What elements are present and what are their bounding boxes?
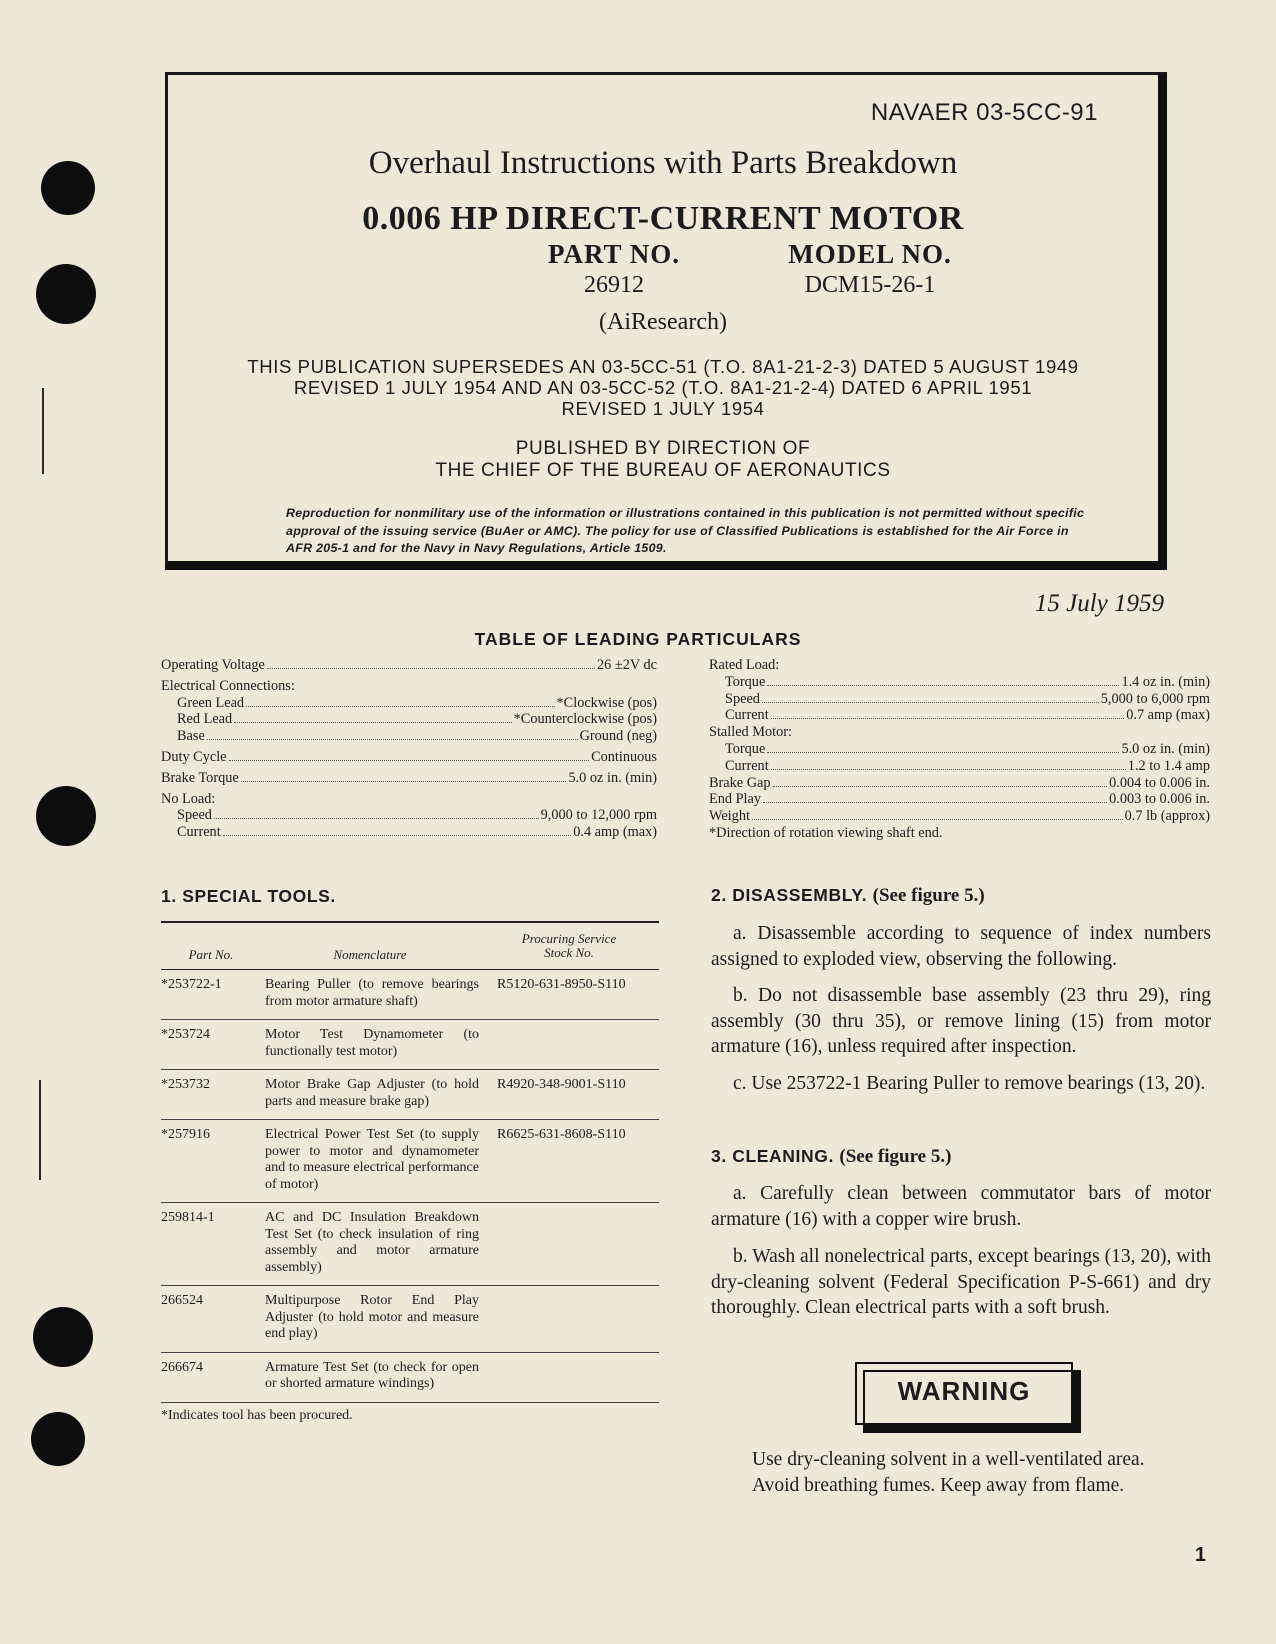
table-row bbox=[161, 1020, 659, 1070]
particular-row: Stalled Motor: bbox=[709, 724, 792, 741]
tool-part-no: 266524 bbox=[161, 1293, 203, 1308]
supersedes-line: REVISED 1 JULY 1954 bbox=[561, 398, 765, 419]
model-number-label: MODEL NO. bbox=[788, 239, 952, 269]
cover-header-box bbox=[165, 72, 1167, 570]
leading-particulars-title: TABLE OF LEADING PARTICULARS bbox=[474, 629, 802, 649]
particular-row: Speed 9,000 to 12,000 rpm bbox=[177, 807, 657, 824]
particular-row: Brake Torque 5.0 oz in. (min) bbox=[161, 769, 657, 786]
table-row bbox=[161, 970, 659, 1020]
supersedes-notice bbox=[168, 356, 1158, 419]
part-number-block bbox=[494, 239, 734, 299]
particular-row: Rated Load: bbox=[709, 657, 780, 673]
tool-nomenclature: Motor Test Dynamometer (to functionally test motor) bbox=[265, 1027, 479, 1059]
part-number-value: 26912 bbox=[584, 272, 644, 298]
tool-part-no: *257916 bbox=[161, 1127, 210, 1142]
tool-nomenclature: Electrical Power Test Set (to supply power to motor and dynamometer and to measure electrical performance of motor) bbox=[265, 1127, 479, 1192]
particular-row: Brake Gap 0.004 to 0.006 in. bbox=[709, 774, 1210, 791]
tool-nomenclature: Bearing Puller (to remove bearings from motor armature shaft) bbox=[265, 977, 479, 1009]
binder-hole bbox=[33, 1307, 93, 1367]
leading-particulars-right bbox=[709, 657, 1210, 842]
supersedes-line: REVISED 1 JULY 1954 AND AN 03-5CC-52 (T.O. 8A1-21-2-4) DATED 6 APRIL 1951 bbox=[293, 377, 1033, 398]
binder-hole bbox=[36, 786, 96, 846]
tool-stock-no: R5120-631-8950-S110 bbox=[497, 977, 626, 992]
tool-stock-no bbox=[479, 1293, 659, 1343]
particular-row: No Load: bbox=[161, 790, 216, 807]
warning-text: Use dry-cleaning solvent in a well-ventilated area. Avoid breathing fumes. Keep away from flame. bbox=[752, 1449, 1145, 1496]
document-subtitle: 0.006 HP DIRECT-CURRENT MOTOR bbox=[362, 200, 964, 237]
tool-stock-no: R4920-348-9001-S110 bbox=[497, 1077, 626, 1092]
tool-nomenclature: Motor Brake Gap Adjuster (to hold parts and measure brake gap) bbox=[265, 1077, 479, 1109]
particular-row: End Play 0.003 to 0.006 in. bbox=[709, 791, 1210, 808]
disassembly-heading bbox=[711, 885, 985, 907]
particular-row: Electrical Connections: bbox=[161, 677, 295, 694]
particular-row: Green Lead *Clockwise (pos) bbox=[177, 694, 657, 711]
particular-row: Duty Cycle Continuous bbox=[161, 748, 657, 765]
disassembly-step-a: a. Disassemble according to sequence of index numbers assigned to exploded view, observing the following. bbox=[711, 923, 1211, 970]
tool-stock-no: R6625-631-8608-S110 bbox=[497, 1127, 626, 1142]
table-header bbox=[161, 921, 659, 970]
table-row bbox=[161, 1286, 659, 1353]
part-number-label: PART NO. bbox=[547, 239, 681, 269]
table-row bbox=[161, 1353, 659, 1403]
special-tools-table bbox=[161, 921, 659, 1424]
tool-nomenclature: Multipurpose Rotor End Play Adjuster (to hold motor and measure end play) bbox=[265, 1293, 479, 1341]
tool-nomenclature: Armature Test Set (to check for open or shorted armature windings) bbox=[265, 1359, 479, 1391]
tool-part-no: 259814-1 bbox=[161, 1210, 215, 1225]
tool-stock-no bbox=[479, 1210, 659, 1276]
particular-row: Current 0.7 amp (max) bbox=[725, 707, 1210, 724]
col-stock-header-line1: Procuring Service bbox=[521, 931, 617, 946]
particular-row: Base Ground (neg) bbox=[177, 728, 657, 745]
model-number-value: DCM15-26-1 bbox=[804, 272, 936, 298]
tool-part-no: *253722-1 bbox=[161, 977, 222, 992]
published-line: THE CHIEF OF THE BUREAU OF AERONAUTICS bbox=[435, 460, 891, 481]
cleaning-heading-text: 3. CLEANING. bbox=[711, 1146, 834, 1166]
particular-footnote: *Direction of rotation viewing shaft end. bbox=[709, 824, 943, 841]
cleaning-figure-ref: (See figure 5.) bbox=[839, 1146, 952, 1167]
model-number-block bbox=[750, 239, 990, 299]
tool-stock-no bbox=[479, 1027, 659, 1060]
particular-row: Speed 5,000 to 6,000 rpm bbox=[725, 690, 1210, 707]
document-title: Overhaul Instructions with Parts Breakdown bbox=[368, 145, 958, 181]
binding-mark bbox=[42, 388, 44, 474]
binder-hole bbox=[36, 264, 96, 324]
tool-stock-no bbox=[479, 1360, 659, 1393]
disassembly-step-b: b. Do not disassemble base assembly (23 thru 29), ring assembly (30 thru 35), or remove lining (15) from motor armature (16), unless required after inspection. bbox=[711, 985, 1211, 1057]
tools-footnote: *Indicates tool has been procured. bbox=[161, 1407, 353, 1423]
published-by bbox=[168, 438, 1158, 482]
leading-particulars-left bbox=[161, 657, 657, 841]
warning-box bbox=[855, 1362, 1073, 1425]
particular-row: Current 1.2 to 1.4 amp bbox=[725, 757, 1210, 774]
manufacturer: (AiResearch) bbox=[599, 309, 727, 335]
particular-row: Operating Voltage 26 ±2V dc bbox=[161, 657, 657, 673]
tool-part-no: *253724 bbox=[161, 1027, 210, 1042]
disassembly-heading-text: 2. DISASSEMBLY. bbox=[711, 885, 868, 905]
special-tools-heading: 1. SPECIAL TOOLS. bbox=[161, 886, 336, 906]
cleaning-heading bbox=[711, 1146, 951, 1168]
particular-row: Weight 0.7 lb (approx) bbox=[709, 808, 1210, 825]
binding-mark bbox=[39, 1080, 41, 1180]
cleaning-step-b: b. Wash all nonelectrical parts, except bearings (13, 20), with dry-cleaning solvent (Federal Specification P-S-661) and dry thoroughly. Clean electrical parts with a soft brush. bbox=[711, 1246, 1211, 1318]
table-row bbox=[161, 1203, 659, 1286]
disassembly-figure-ref: (See figure 5.) bbox=[872, 885, 985, 906]
tool-nomenclature: AC and DC Insulation Breakdown Test Set (to check insulation of ring assembly and motor armature assembly) bbox=[265, 1210, 479, 1275]
particular-row: Red Lead *Counterclockwise (pos) bbox=[177, 711, 657, 728]
cleaning-step-a: a. Carefully clean between commutator bars of motor armature (16) with a copper wire brush. bbox=[711, 1183, 1211, 1230]
warning-label: WARNING bbox=[897, 1376, 1031, 1406]
table-row bbox=[161, 1070, 659, 1120]
particular-row: Torque 1.4 oz in. (min) bbox=[725, 673, 1210, 690]
col-nomenclature-header: Nomenclature bbox=[333, 947, 407, 962]
page-number: 1 bbox=[1194, 1544, 1206, 1566]
particular-row: Torque 5.0 oz in. (min) bbox=[725, 740, 1210, 757]
document-number: NAVAER 03-5CC-91 bbox=[870, 99, 1098, 126]
published-line: PUBLISHED BY DIRECTION OF bbox=[515, 438, 811, 459]
tool-part-no: *253732 bbox=[161, 1077, 210, 1092]
supersedes-line: THIS PUBLICATION SUPERSEDES AN 03-5CC-51 (T.O. 8A1-21-2-3) DATED 5 AUGUST 1949 bbox=[247, 356, 1079, 377]
binder-hole bbox=[31, 1412, 85, 1466]
particular-row: Current 0.4 amp (max) bbox=[177, 824, 657, 841]
table-row bbox=[161, 1120, 659, 1203]
reproduction-notice: Reproduction for nonmilitary use of the information or illustrations contained in this publication is not permitted without specific approval of the issuing service (BuAer or AMC). The policy for use of Classified Publications is established for the Air Force in AFR 205-1 and for the Navy in Navy Regulations, Article 1509. bbox=[286, 506, 1085, 555]
binder-hole bbox=[41, 161, 95, 215]
tool-part-no: 266674 bbox=[161, 1359, 203, 1375]
publication-date: 15 July 1959 bbox=[1034, 590, 1164, 617]
disassembly-step-c: c. Use 253722-1 Bearing Puller to remove bearings (13, 20). bbox=[733, 1073, 1206, 1094]
col-part-header: Part No. bbox=[188, 947, 234, 962]
col-stock-header-line2: Stock No. bbox=[544, 945, 594, 960]
